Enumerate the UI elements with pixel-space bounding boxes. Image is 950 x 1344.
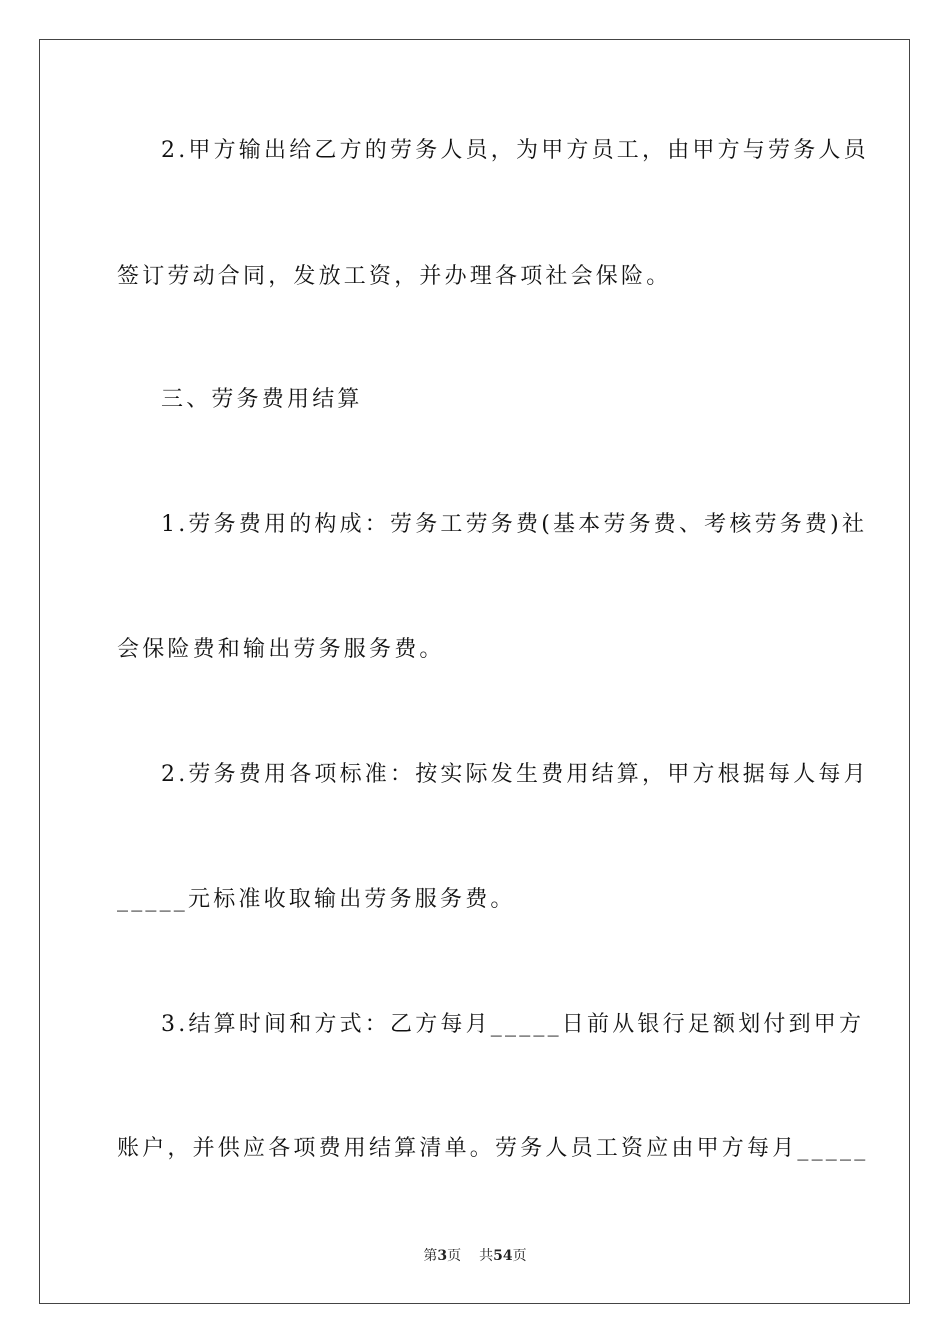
paragraph-line-4: 会保险费和输出劳务服务费。	[117, 637, 445, 662]
page-prefix: 第	[423, 1248, 438, 1264]
paragraph-line-5: 2.劳务费用各项标准：按实际发生费用结算，甲方根据每人每月	[161, 762, 869, 787]
page-suffix: 页	[447, 1248, 462, 1264]
total-prefix: 共	[479, 1248, 494, 1264]
paragraph-line-1: 2.甲方输出给乙方的劳务人员，为甲方员工，由甲方与劳务人员	[161, 138, 869, 163]
paragraph-line-3: 1.劳务费用的构成：劳务工劳务费(基本劳务费、考核劳务费)社	[161, 512, 868, 537]
total-suffix: 页	[512, 1248, 527, 1264]
paragraph-line-7: 3.结算时间和方式：乙方每月_____日前从银行足额划付到甲方	[161, 1012, 865, 1037]
paragraph-line-2: 签订劳动合同，发放工资，并办理各项社会保险。	[117, 264, 672, 289]
page-border	[39, 39, 910, 1304]
section-heading: 三、劳务费用结算	[161, 387, 363, 412]
paragraph-line-6: _____元标准收取输出劳务服务费。	[117, 887, 516, 912]
page-number: 3	[437, 1248, 448, 1264]
paragraph-line-8: 账户，并供应各项费用结算清单。劳务人员工资应由甲方每月_____	[117, 1136, 869, 1161]
page-footer	[0, 1247, 950, 1265]
total-pages: 54	[493, 1248, 513, 1264]
